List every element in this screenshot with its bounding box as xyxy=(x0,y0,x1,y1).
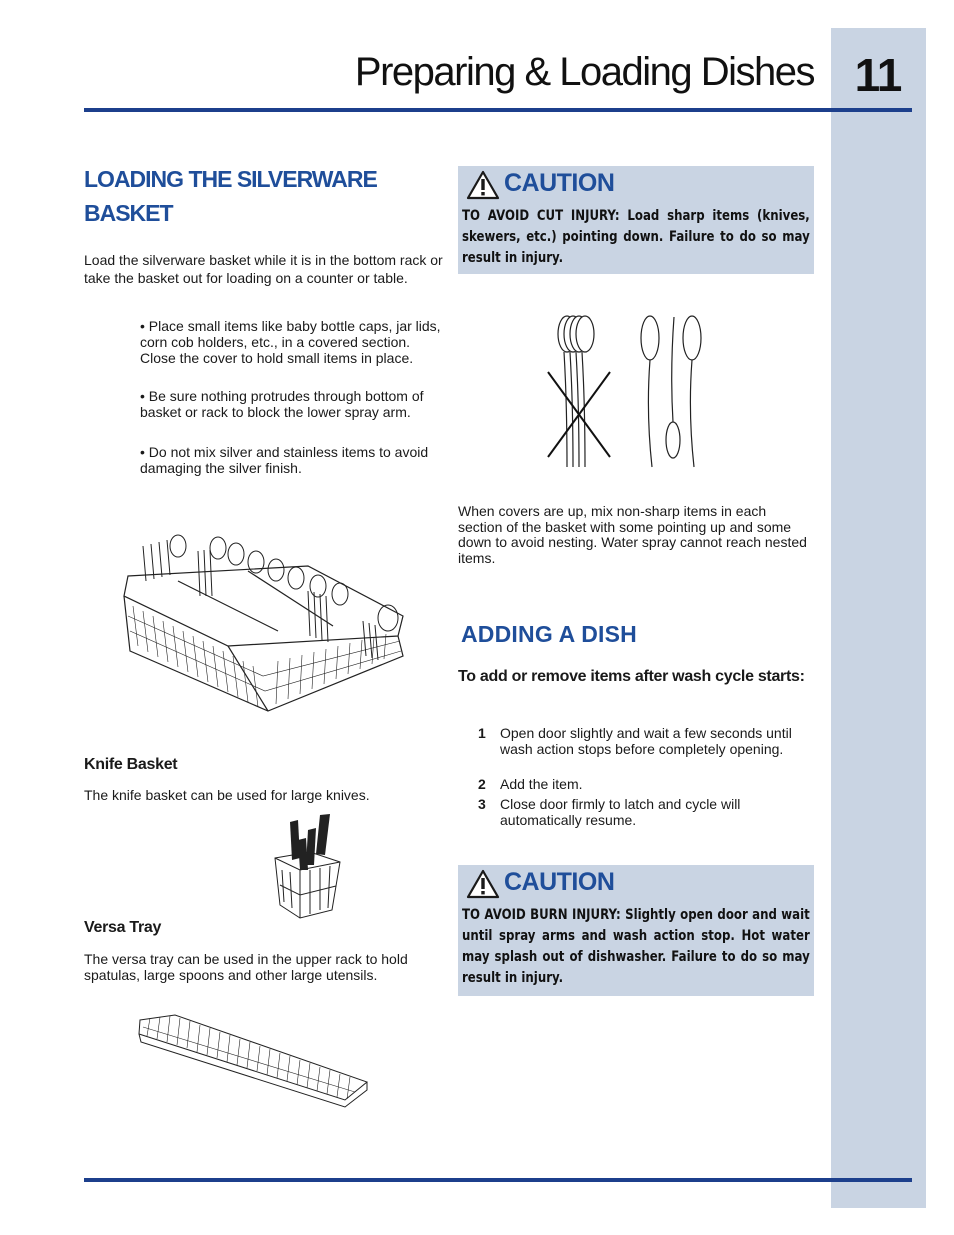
step-number: 3 xyxy=(478,796,486,812)
caution-cut-text: TO AVOID CUT INJURY: Load sharp items (knives, skewers, etc.) pointing down. Failure to do so may result in injury. xyxy=(462,208,810,266)
step-text: Close door firmly to latch and cycle will automatically resume. xyxy=(500,796,741,828)
page-number: 11 xyxy=(854,49,902,101)
silverware-heading-line1: LOADING THE SILVERWARE xyxy=(84,166,377,192)
page-title: Preparing & Loading Dishes xyxy=(354,50,814,94)
versa-tray-heading: Versa Tray xyxy=(84,919,162,936)
silverware-intro: Load the silverware basket while it is in the bottom rack or take the basket out for loading on a counter or table. xyxy=(84,252,443,286)
step-text: Add the item. xyxy=(500,776,583,792)
caution-burn-text: TO AVOID BURN INJURY: Slightly open door and wait until spray arms and wash action stop. Hot water may splash out of dishwasher. Failure to do so may result in injury. xyxy=(462,907,810,986)
caution-burn-box xyxy=(458,865,814,996)
versa-tray-text: The versa tray can be used in the upper rack to hold spatulas, large spoons and other large utensils. xyxy=(84,951,408,983)
bullet-nothing-protrudes: • Be sure nothing protrudes through bottom of basket or rack to block the lower spray arm. xyxy=(140,388,424,420)
silverware-heading-line2: BASKET xyxy=(84,200,173,226)
bullet-small-items: • Place small items like baby bottle caps, jar lids, corn cob holders, etc., in a covered section. Close the cover to hold small items in place. xyxy=(140,318,441,366)
step-item xyxy=(478,796,808,832)
silverware-basket-illustration xyxy=(118,526,413,718)
header-rule xyxy=(84,108,912,112)
spoon-nesting-illustration xyxy=(540,312,710,472)
side-tab-strip xyxy=(831,28,926,1208)
adding-dish-heading: ADDING A DISH xyxy=(461,621,637,647)
silverware-heading xyxy=(84,162,424,230)
nesting-text: When covers are up, mix non-sharp items in each section of the basket with some pointing up and some down to avoid nesting. Water spray cannot reach nested items. xyxy=(458,503,807,566)
step-number: 1 xyxy=(478,725,486,741)
step-item xyxy=(478,725,808,775)
warning-triangle-icon xyxy=(466,170,500,200)
caution-cut-box xyxy=(458,166,814,274)
footer-rule xyxy=(84,1178,912,1182)
knife-basket-heading: Knife Basket xyxy=(84,756,178,773)
step-number: 2 xyxy=(478,776,486,792)
bullet-no-mix-silver: • Do not mix silver and stainless items to avoid damaging the silver finish. xyxy=(140,444,429,476)
knife-basket-illustration xyxy=(270,810,350,920)
step-text: Open door slightly and wait a few seconds until wash action stops before completely opening. xyxy=(500,725,792,757)
caution-burn-title: CAUTION xyxy=(504,868,615,896)
versa-tray-illustration xyxy=(135,1012,370,1107)
step-item xyxy=(478,776,808,794)
adding-dish-subheading: To add or remove items after wash cycle starts: xyxy=(458,668,805,685)
knife-basket-text: The knife basket can be used for large knives. xyxy=(84,787,370,803)
caution-cut-title: CAUTION xyxy=(504,169,615,197)
warning-triangle-icon xyxy=(466,869,500,899)
